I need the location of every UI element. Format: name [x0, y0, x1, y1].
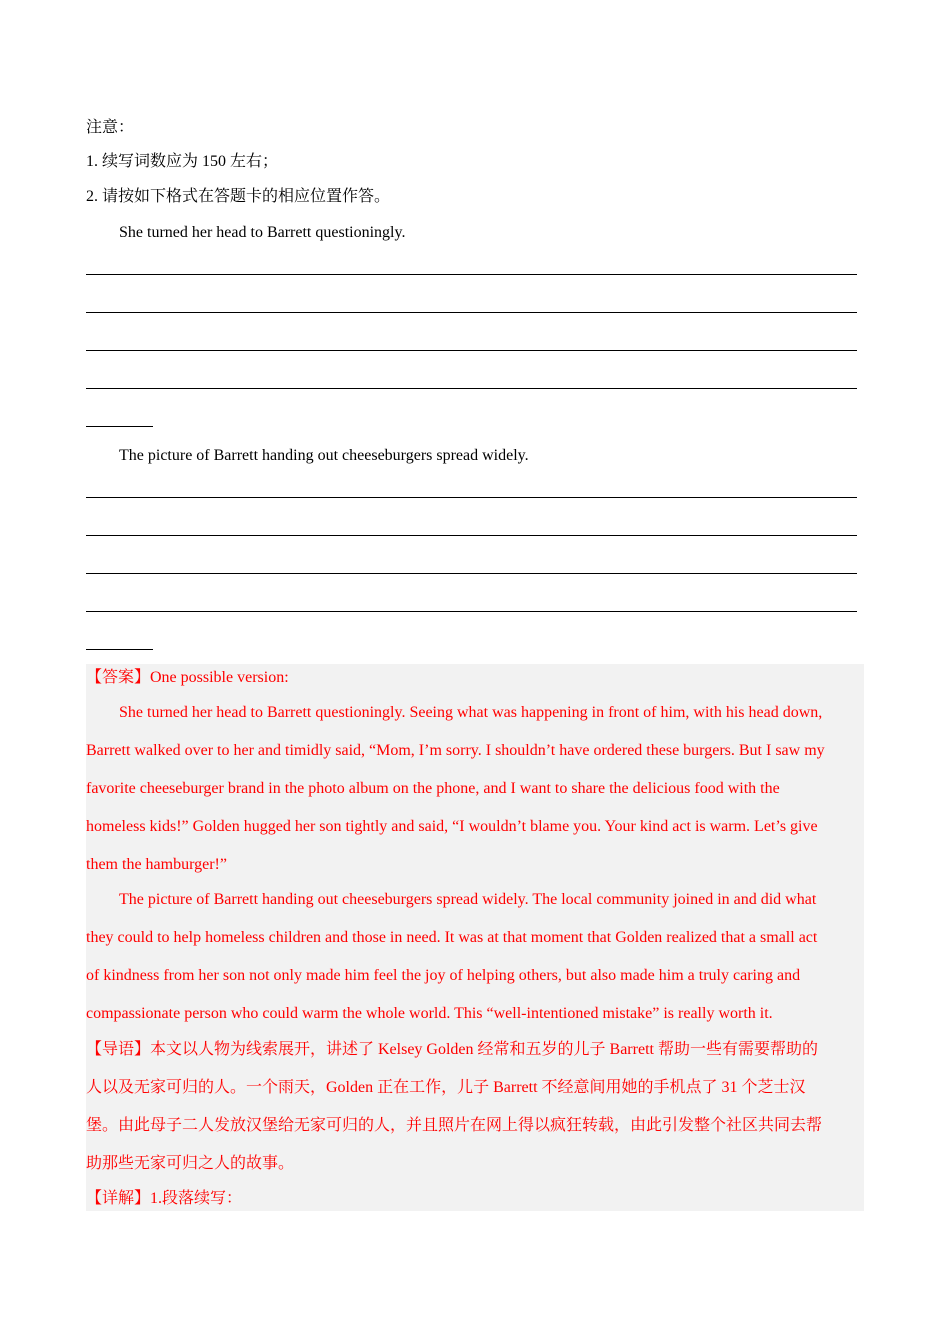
answer-label: 【答案】One possible version: [86, 669, 289, 686]
notes-heading: 注意： [86, 119, 135, 136]
writing-line [86, 611, 857, 612]
guide-line: 人以及无家可归的人。一个雨天，Golden 正在工作，儿子 Barrett 不经意间用她的手机点了 31 个芝士汉 [86, 1079, 806, 1096]
answer-p2-line: The picture of Barrett handing out cheeseburgers spread widely. The local community joined in and did what [119, 891, 817, 908]
answer-p1-line: favorite cheeseburger brand in the photo album on the phone, and I want to share the delicious food with the [86, 780, 780, 797]
paragraph2-opening: The picture of Barrett handing out cheeseburgers spread widely. [119, 447, 529, 464]
guide-line: 助那些无家可归之人的故事。 [86, 1155, 295, 1172]
writing-line [86, 573, 857, 574]
writing-line [86, 350, 857, 351]
notes-item-1: 1. 续写词数应为 150 左右； [86, 153, 279, 170]
answer-p2-line: they could to help homeless children and those in need. It was at that moment that Golden realized that a small act [86, 929, 818, 946]
writing-line [86, 274, 857, 275]
writing-line [86, 312, 857, 313]
notes-item-2: 2. 请按如下格式在答题卡的相应位置作答。 [86, 188, 391, 205]
detail-label: 【详解】1.段落续写： [86, 1190, 243, 1207]
writing-line-short [86, 649, 153, 650]
guide-line: 堡。由此母子二人发放汉堡给无家可归的人，并且照片在网上得以疯狂转载，由此引发整个社区共同去帮 [86, 1117, 823, 1134]
writing-line [86, 535, 857, 536]
answer-p2-line: compassionate person who could warm the whole world. This “well-intentioned mistake” is really worth it. [86, 1005, 773, 1022]
writing-line-short [86, 426, 153, 427]
writing-line [86, 497, 857, 498]
writing-line [86, 388, 857, 389]
answer-p1-line: homeless kids!” Golden hugged her son tightly and said, “I wouldn’t blame you. Your kind act is warm. Let’s give [86, 818, 818, 835]
answer-p2-line: of kindness from her son not only made him feel the joy of helping others, but also made him a truly caring and [86, 967, 801, 984]
paragraph1-opening: She turned her head to Barrett questioningly. [119, 224, 406, 241]
guide-line: 【导语】本文以人物为线索展开，讲述了 Kelsey Golden 经常和五岁的儿子 Barrett 帮助一些有需要帮助的 [86, 1041, 818, 1058]
answer-p1-line: them the hamburger!” [86, 856, 227, 873]
answer-p1-line: Barrett walked over to her and timidly said, “Mom, I’m sorry. I shouldn’t have ordered these burgers. But I saw my [86, 742, 825, 759]
answer-p1-line: She turned her head to Barrett questioningly. Seeing what was happening in front of him, with his head down, [119, 704, 823, 721]
